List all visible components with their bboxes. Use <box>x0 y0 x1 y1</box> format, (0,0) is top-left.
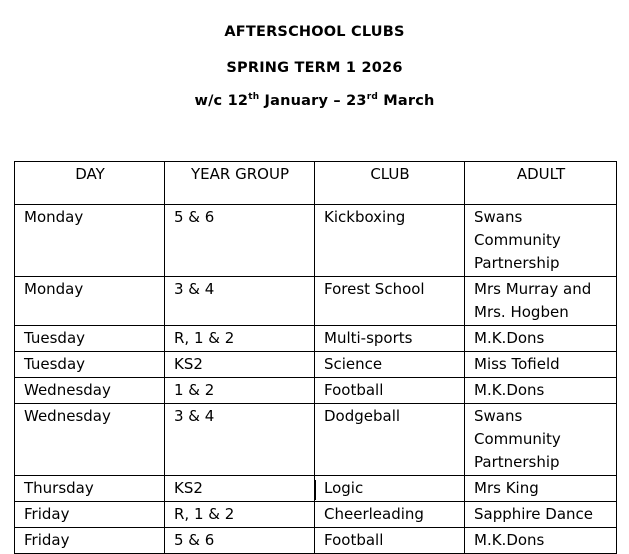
cell-year: 1 & 2 <box>165 378 315 404</box>
table-row <box>15 528 617 554</box>
cell-day: Wednesday <box>15 378 165 404</box>
cell-year: 5 & 6 <box>165 205 315 277</box>
table-row <box>15 277 617 326</box>
cell-adult: Mrs Murray and Mrs. Hogben <box>465 277 617 326</box>
term-heading: SPRING TERM 1 2026 <box>226 60 403 76</box>
table-row <box>15 205 617 277</box>
cell-year: R, 1 & 2 <box>165 502 315 528</box>
table-row <box>15 326 617 352</box>
date-end: March <box>377 93 435 109</box>
cell-year: KS2 <box>165 476 315 502</box>
cell-year: 5 & 6 <box>165 528 315 554</box>
cell-day: Thursday <box>15 476 165 502</box>
cell-club: Science <box>315 352 465 378</box>
cell-club: Logic <box>315 476 465 502</box>
cell-year: R, 1 & 2 <box>165 326 315 352</box>
cell-adult: Swans Community Partnership <box>465 205 617 277</box>
cell-day: Friday <box>15 528 165 554</box>
page-divider <box>315 480 316 500</box>
cell-adult: Mrs King <box>465 476 617 502</box>
cell-adult: Miss Tofield <box>465 352 617 378</box>
cell-adult: Swans Community Partnership <box>465 404 617 476</box>
table-row <box>15 352 617 378</box>
cell-club: Cheerleading <box>315 502 465 528</box>
date-suffix-th: th <box>248 92 260 102</box>
cell-club: Football <box>315 528 465 554</box>
table-row <box>15 502 617 528</box>
cell-day: Tuesday <box>15 352 165 378</box>
date-suffix-rd: rd <box>366 92 378 102</box>
cell-day: Wednesday <box>15 404 165 476</box>
cell-club: Multi-sports <box>315 326 465 352</box>
cell-adult: Sapphire Dance <box>465 502 617 528</box>
col-header-adult: ADULT <box>465 162 617 205</box>
cell-club: Kickboxing <box>315 205 465 277</box>
cell-year: 3 & 4 <box>165 277 315 326</box>
cell-club: Forest School <box>315 277 465 326</box>
cell-adult: M.K.Dons <box>465 326 617 352</box>
cell-adult: M.K.Dons <box>465 528 617 554</box>
cell-year: 3 & 4 <box>165 404 315 476</box>
date-range <box>0 93 629 109</box>
col-header-club: CLUB <box>315 162 465 205</box>
col-header-day: DAY <box>15 162 165 205</box>
date-prefix: w/c 12 <box>194 93 249 109</box>
document-title: AFTERSCHOOL CLUBS <box>224 24 405 40</box>
cell-day: Monday <box>15 205 165 277</box>
date-middle: January – 23 <box>259 93 367 109</box>
cell-day: Monday <box>15 277 165 326</box>
table-header-row <box>15 162 617 205</box>
cell-day: Friday <box>15 502 165 528</box>
cell-club: Dodgeball <box>315 404 465 476</box>
cell-day: Tuesday <box>15 326 165 352</box>
table-row <box>15 404 617 476</box>
cell-adult: M.K.Dons <box>465 378 617 404</box>
cell-year: KS2 <box>165 352 315 378</box>
table-row <box>15 378 617 404</box>
cell-club: Football <box>315 378 465 404</box>
col-header-year-group: YEAR GROUP <box>165 162 315 205</box>
